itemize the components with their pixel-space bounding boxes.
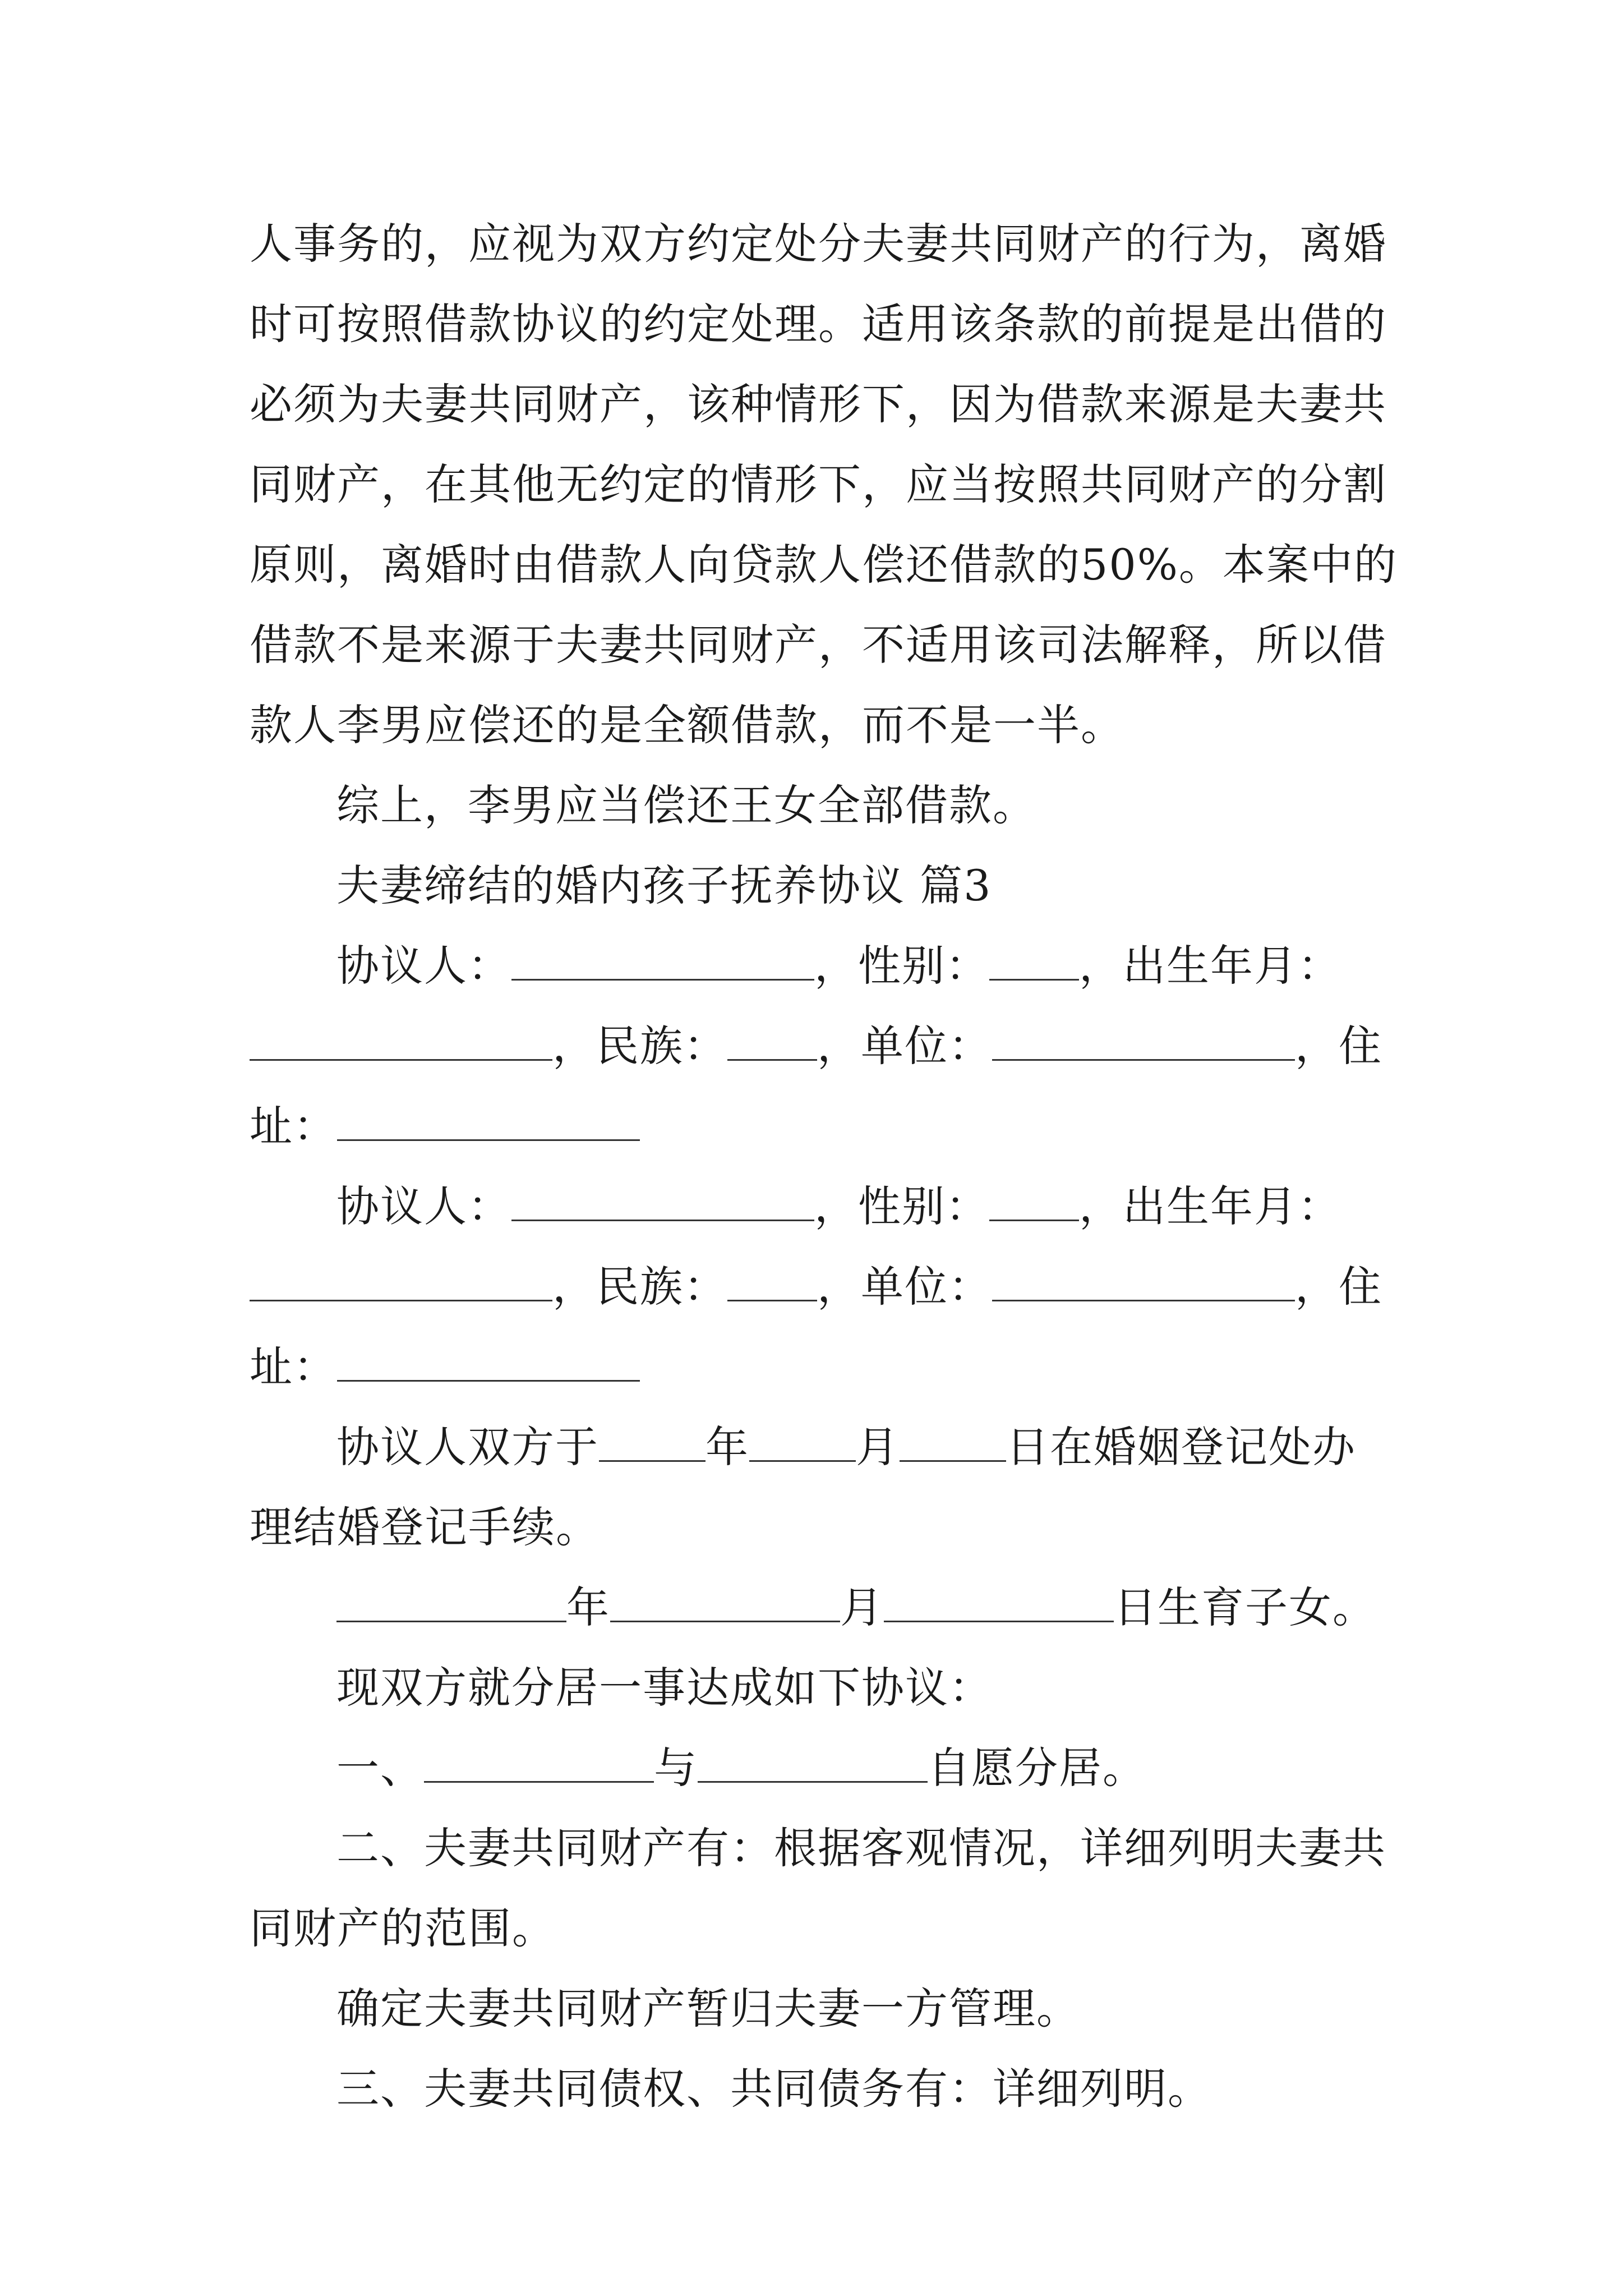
agreement-item-2-note: 确定夫妻共同财产暂归夫妻一方管理。 [336, 1984, 1080, 2033]
ethnicity-label: ，民族： [552, 1262, 727, 1312]
item-text: 自愿分居。 [928, 1743, 1146, 1793]
marriage-prefix: 协议人双方于 [336, 1422, 599, 1472]
agreement-item-2-line1: 二、夫妻共同财产有：根据客观情况，详细列明夫妻共 [336, 1823, 1386, 1873]
ethnicity-label: ，民族： [552, 1021, 727, 1071]
month-blank [749, 1425, 856, 1462]
birth-label: ，出生年月： [1079, 1181, 1341, 1231]
paragraph-line: 必须为夫妻共同财产，该种情形下，因为借款来源是夫妻共 [250, 379, 1387, 429]
address-blank [337, 1345, 640, 1382]
gender-label: ，性别： [814, 941, 989, 991]
month-label: 月 [840, 1582, 884, 1632]
unit-blank [992, 1024, 1295, 1061]
unit-label: ，单位： [817, 1262, 992, 1312]
party-label: 协议人： [336, 941, 511, 991]
year-blank [599, 1425, 706, 1462]
paragraph-line: 时可按照借款协议的约定处理。适用该条款的前提是出借的 [250, 299, 1387, 349]
party2-line1 [336, 1179, 1341, 1235]
section-title: 夫妻缔结的婚内孩子抚养协议 篇3 [336, 861, 992, 910]
gender-blank [989, 944, 1079, 981]
address-label: 址： [250, 1342, 337, 1392]
party2-line3 [250, 1339, 640, 1395]
gender-label: ，性别： [814, 1181, 989, 1231]
ethnicity-blank [727, 1024, 817, 1061]
year-label: 年 [566, 1582, 610, 1632]
conclusion-line: 综上，李男应当偿还王女全部借款。 [336, 780, 1036, 830]
marriage-line2: 理结婚登记手续。 [250, 1502, 600, 1552]
party-a-blank [424, 1746, 654, 1783]
birth-line [336, 1580, 1376, 1636]
ethnicity-blank [727, 1265, 817, 1301]
item-number: 一、 [336, 1743, 424, 1793]
paragraph-line: 原则，离婚时由借款人向贷款人偿还借款的50%。本案中的 [250, 540, 1398, 590]
paragraph-line: 同财产，在其他无约定的情形下，应当按照共同财产的分割 [250, 459, 1387, 509]
party1-line3 [250, 1098, 640, 1154]
party2-line2 [250, 1259, 1382, 1315]
month-label: 月 [856, 1422, 900, 1472]
party1-line2 [250, 1018, 1382, 1074]
agreement-item-2-line2: 同财产的范围。 [250, 1903, 556, 1953]
agreement-item-1 [336, 1740, 1146, 1796]
agreement-intro: 现双方就分居一事达成如下协议： [336, 1663, 993, 1713]
item-connector: 与 [654, 1743, 698, 1793]
day-blank [900, 1425, 1006, 1462]
marriage-line1 [336, 1419, 1356, 1475]
month-blank [610, 1586, 840, 1622]
paragraph-line: 借款不是来源于夫妻共同财产，不适用该司法解释，所以借 [250, 620, 1387, 670]
unit-label: ，单位： [817, 1021, 992, 1071]
name-blank [511, 944, 814, 981]
gender-blank [989, 1185, 1079, 1221]
unit-blank [992, 1265, 1295, 1301]
year-blank [336, 1586, 566, 1622]
birth-suffix: 日生育子女。 [1114, 1582, 1376, 1632]
birth-blank [250, 1024, 552, 1061]
marriage-suffix: 日在婚姻登记处办 [1006, 1422, 1356, 1472]
birth-label: ，出生年月： [1079, 941, 1341, 991]
birth-blank [250, 1265, 552, 1301]
party1-line1 [336, 938, 1341, 994]
day-blank [884, 1586, 1114, 1622]
party-b-blank [698, 1746, 928, 1783]
year-label: 年 [706, 1422, 749, 1472]
address-label: ，住 [1295, 1021, 1382, 1071]
party-label: 协议人： [336, 1181, 511, 1231]
paragraph-line: 款人李男应偿还的是全额借款，而不是一半。 [250, 700, 1124, 750]
address-label: 址： [250, 1101, 337, 1151]
address-blank [337, 1105, 640, 1141]
name-blank [511, 1185, 814, 1221]
paragraph-line: 人事务的，应视为双方约定处分夫妻共同财产的行为，离婚 [250, 219, 1387, 269]
agreement-item-3: 三、夫妻共同债权、共同债务有：详细列明。 [336, 2064, 1211, 2114]
address-label: ，住 [1295, 1262, 1382, 1312]
